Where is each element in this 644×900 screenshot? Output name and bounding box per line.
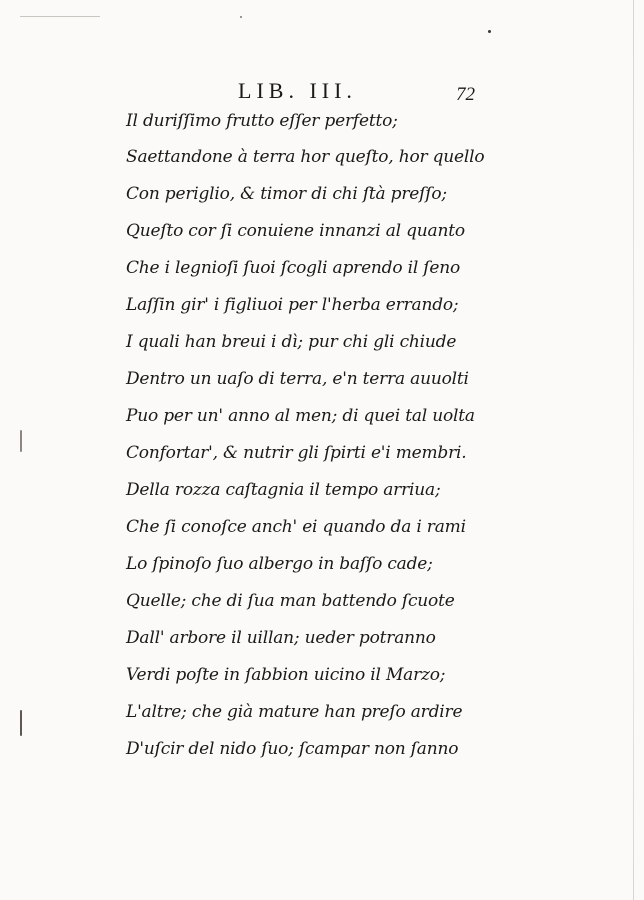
verse-line: Verdi poſte in ſabbion uicino il Marzo;: [126, 665, 446, 685]
page-edge-right: [633, 0, 634, 900]
page-number: 72: [456, 84, 475, 105]
verse-line: Quelle; che di ſua man battendo ſcuote: [126, 591, 455, 611]
verse-line: Puo per un' anno al men; di quei tal uolta: [126, 406, 475, 426]
verse-line: Il duriſſimo frutto eſſer perfetto;: [126, 111, 398, 131]
ink-speck: [240, 16, 242, 18]
verse-line: Con periglio, & timor di chi ſtà preſſo;: [126, 184, 447, 204]
verse-line: Confortar', & nutrir gli ſpirti e'i membri.: [126, 443, 467, 463]
page-edge-top: [20, 16, 100, 17]
running-head: LIB. III.: [238, 78, 357, 103]
verse-line: Dentro un uaſo di terra, e'n terra auuolti: [126, 369, 469, 389]
verse-line: Dall' arbore il uillan; ueder potranno: [126, 628, 436, 648]
page-header: [0, 68, 644, 108]
margin-mark: [20, 710, 22, 736]
verse-line: Laſſin gir' i figliuoi per l'herba errando;: [126, 295, 459, 315]
verse-line: Che ſi conoſce anch' ei quando da i rami: [126, 517, 466, 537]
verse-line: Lo ſpinoſo ſuo albergo in baſſo cade;: [126, 554, 433, 574]
verse-line: Queſto cor ſi conuiene innanzi al quanto: [126, 221, 465, 241]
margin-mark: [20, 430, 22, 452]
verse-line: Che i legnioſi ſuoi ſcogli aprendo il ſeno: [126, 258, 461, 278]
verse-line: I quali han breui i dì; pur chi gli chiude: [126, 332, 457, 352]
verse-line: Della rozza caſtagnia il tempo arriua;: [126, 480, 441, 500]
verse-line: Saettandone à terra hor queſto, hor quello: [126, 147, 485, 167]
verse-line: L'altre; che già mature han preſo ardire: [126, 702, 463, 722]
ink-speck: [488, 30, 491, 33]
verse-line: D'uſcir del nido ſuo; ſcampar non ſanno: [126, 739, 459, 759]
